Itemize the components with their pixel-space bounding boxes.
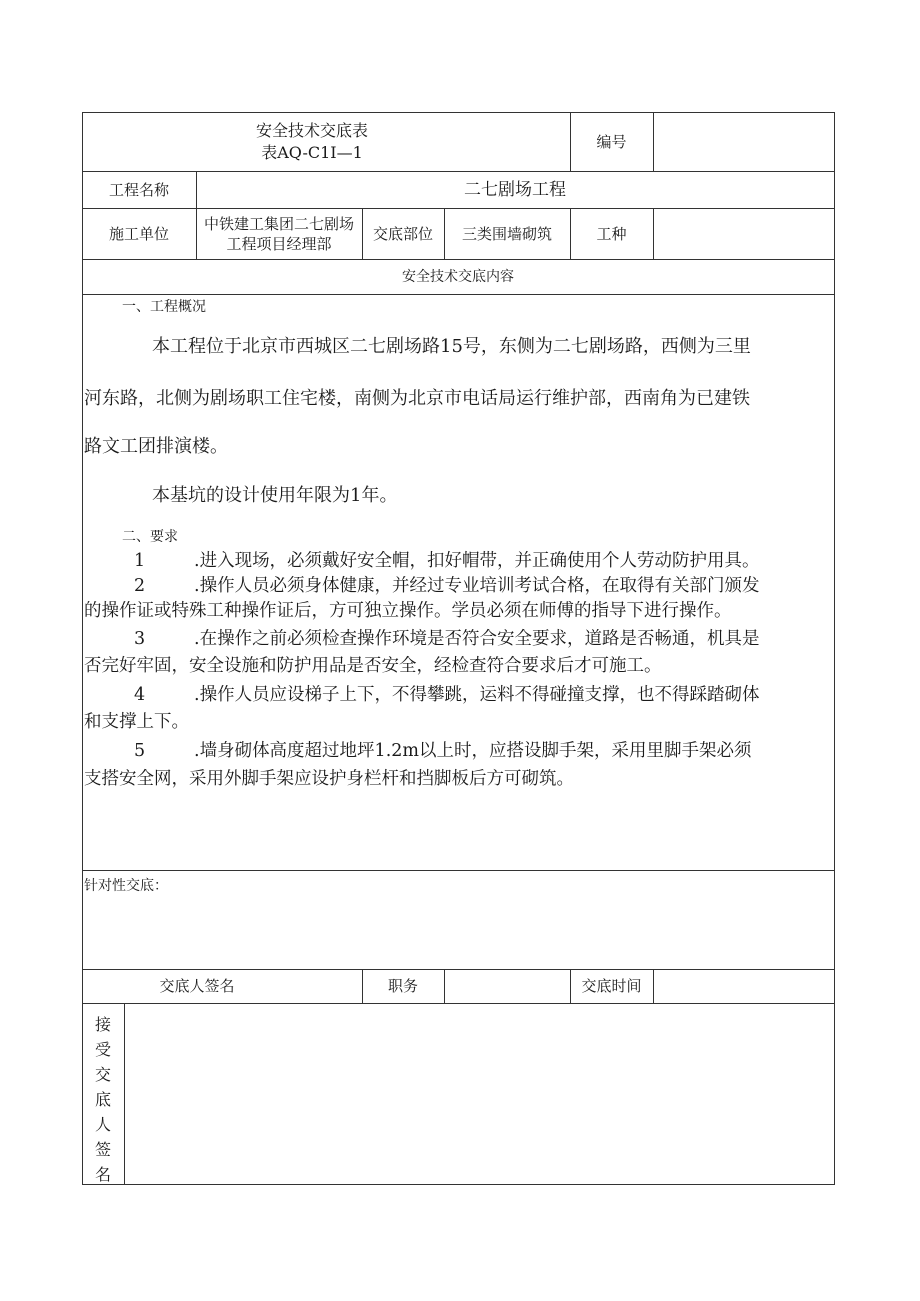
requirement-number: 1 [134,551,146,571]
content-heading: 安全技术交底内容 [402,268,514,285]
trade-value [653,208,834,259]
section-overview-title: 一、工程概况 [122,299,206,315]
form-code: 表AQ-C1I—1 [261,142,363,162]
safety-briefing-form [82,112,835,1185]
requirement-number: 4 [134,685,146,705]
construction-unit-line: 中铁建工集团二七剧场 [203,214,354,233]
receiver-char: 人 [94,1115,111,1134]
targeted-briefing-label: 针对性交底： [84,878,168,894]
construction-unit-line: 工程项目经理部 [226,234,332,253]
overview-line: 河东路，北侧为剧场职工住宅楼，南侧为北京市电话局运行维护部，西南角为已建铁 [84,388,750,409]
briefing-time-field[interactable] [654,970,833,1002]
requirement-number: 3 [134,629,146,649]
project-name-label: 工程名称 [108,180,169,199]
position-field[interactable] [445,970,569,1002]
receiver-char: 接 [94,1015,111,1034]
requirement-text: 支搭安全网，采用外脚手架应设护身栏杆和挡脚板后方可砌筑。 [84,769,574,789]
receiver-signature-area[interactable] [126,1005,832,1182]
requirement-number: 2 [134,576,146,596]
receiver-char: 受 [94,1040,111,1059]
requirement-text: 和支撑上下。 [84,712,189,732]
requirement-text: .在操作之前必须检查操作环境是否符合安全要求，道路是否畅通，机具是 [194,629,760,649]
requirement-text: .进入现场，必须戴好安全帽，扣好帽带，并正确使用个人劳动防护用具。 [194,551,760,571]
number-label: 编号 [596,132,627,151]
briefing-time-label: 交底时间 [581,977,642,995]
trade-label: 工种 [596,224,627,243]
receiver-signature-label [82,1012,124,1187]
row-divider [82,870,835,871]
requirement-text: 否完好牢固，安全设施和防护用品是否安全，经检查符合要求后才可施工。 [84,656,662,676]
requirement-text: 的操作证或特殊工种操作证后，方可独立操作。学员必须在师傅的指导下进行操作。 [84,601,732,621]
number-value [653,112,834,171]
position-label: 职务 [387,977,418,995]
border-right [834,112,835,1185]
construction-unit-value [196,208,362,259]
requirement-text: .操作人员必须身体健康，并经过专业培训考试合格，在取得有关部门颁发 [194,576,760,596]
border-bottom [82,1184,835,1185]
targeted-briefing-area[interactable] [84,897,829,965]
briefing-location-value: 三类围墙砌筑 [461,224,552,243]
requirement-text: .操作人员应设梯子上下，不得攀跳，运料不得碰撞支撑，也不得踩踏砌体 [194,685,760,705]
form-title [182,112,442,171]
overview-line: 本基坑的设计使用年限为1年。 [152,485,398,506]
form-title-text: 安全技术交底表 [255,120,368,140]
project-name-value: 二七剧场工程 [464,179,566,200]
overview-line: 路文工团排演楼。 [84,436,228,457]
construction-unit-label: 施工单位 [108,224,169,243]
receiver-char: 签 [94,1140,111,1159]
section-requirements-title: 二、要求 [122,529,178,545]
briefer-signature-field[interactable] [312,970,361,1002]
col-divider [124,1003,125,1184]
requirement-number: 5 [134,741,146,761]
requirement-text: .墙身砌体高度超过地坪1.2m以上时，应搭设脚手架，采用里脚手架必须 [194,741,752,761]
overview-line: 本工程位于北京市西城区二七剧场路15号，东侧为二七剧场路，西侧为三里 [152,336,751,357]
briefing-location-label: 交底部位 [372,224,433,243]
briefer-signature-label: 交底人签名 [159,977,235,995]
row-divider [82,294,835,295]
receiver-char: 底 [94,1090,111,1109]
row-divider [82,1003,835,1004]
receiver-char: 名 [94,1165,111,1184]
receiver-char: 交 [94,1065,111,1084]
